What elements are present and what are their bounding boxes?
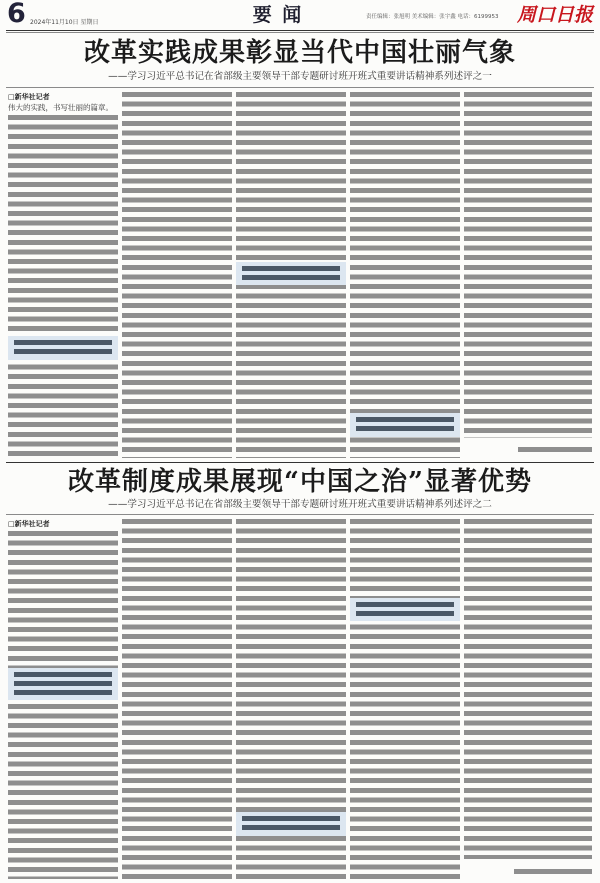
article-1-subhead-box-3 (350, 413, 460, 437)
article-1-headline: 改革实践成果彰显当代中国壮丽气象 (83, 38, 516, 68)
section-title: 要 闻 (252, 4, 304, 26)
article-2-column-5-text (464, 519, 592, 859)
article-2-byline: □新华社记者 (8, 520, 50, 528)
article-1-subhead-3-text (356, 417, 454, 433)
article-1-column-5-text (464, 92, 592, 438)
article-2-column-2 (122, 519, 232, 879)
article-2-column-4 (350, 519, 460, 879)
article-1-byline: □新华社记者 (8, 93, 50, 101)
article-1-subhead-2-text (242, 266, 340, 281)
article-2-subhead-box-1 (8, 668, 118, 700)
newspaper-logo: 周口日报 (517, 4, 594, 26)
article-2-subhead-1-text (14, 672, 112, 696)
editor-info: 责任编辑：张旭明 美术编辑：张宇鑫 电话：6199953 (366, 14, 499, 20)
article-2-subtitle: ——学习习近平总书记在省部级主要领导干部专题研讨班开班式重要讲话精神系列述评之二 (108, 499, 492, 510)
article-1-column-2-text (122, 92, 232, 458)
article-1-subhead-box-2 (236, 262, 346, 285)
article-1-column-1 (8, 92, 118, 458)
header-rule (6, 30, 594, 31)
header-rule-thin (6, 32, 594, 33)
article-1-column-1-text (8, 115, 118, 458)
article-2-column-4-text (350, 519, 460, 879)
article-2-rule (6, 514, 594, 515)
article-2-column-5 (464, 519, 592, 879)
article-1-column-4-text (350, 92, 460, 458)
article-1-subhead-1-text (14, 340, 112, 356)
article-2-subhead-box-2 (350, 598, 460, 621)
article-2-column-2-text (122, 519, 232, 879)
article-2-subhead-3-text (242, 816, 340, 832)
article-1-column-2 (122, 92, 232, 458)
article-1-lead: 伟大的实践，书写壮丽的篇章。 (8, 103, 113, 112)
article-1-rule (6, 87, 594, 88)
article-1-column-4 (350, 92, 460, 458)
article-1-dateline (518, 447, 592, 452)
page-number: 6 (7, 0, 26, 29)
article-2-subhead-box-3 (236, 812, 346, 836)
article-2-column-1-text (8, 531, 118, 879)
article-2-dateline (514, 869, 592, 874)
article-1-column-5 (464, 92, 592, 458)
issue-date: 2024年11月10日 星期日 (30, 19, 99, 26)
article-2-subhead-2-text (356, 602, 454, 617)
article-2-headline: 改革制度成果展现“中国之治”显著优势 (68, 467, 532, 497)
article-1-subtitle: ——学习习近平总书记在省部级主要领导干部专题研讨班开班式重要讲话精神系列述评之一 (108, 71, 492, 82)
article-1-subhead-box-1 (8, 336, 118, 360)
article-separator (6, 462, 594, 463)
